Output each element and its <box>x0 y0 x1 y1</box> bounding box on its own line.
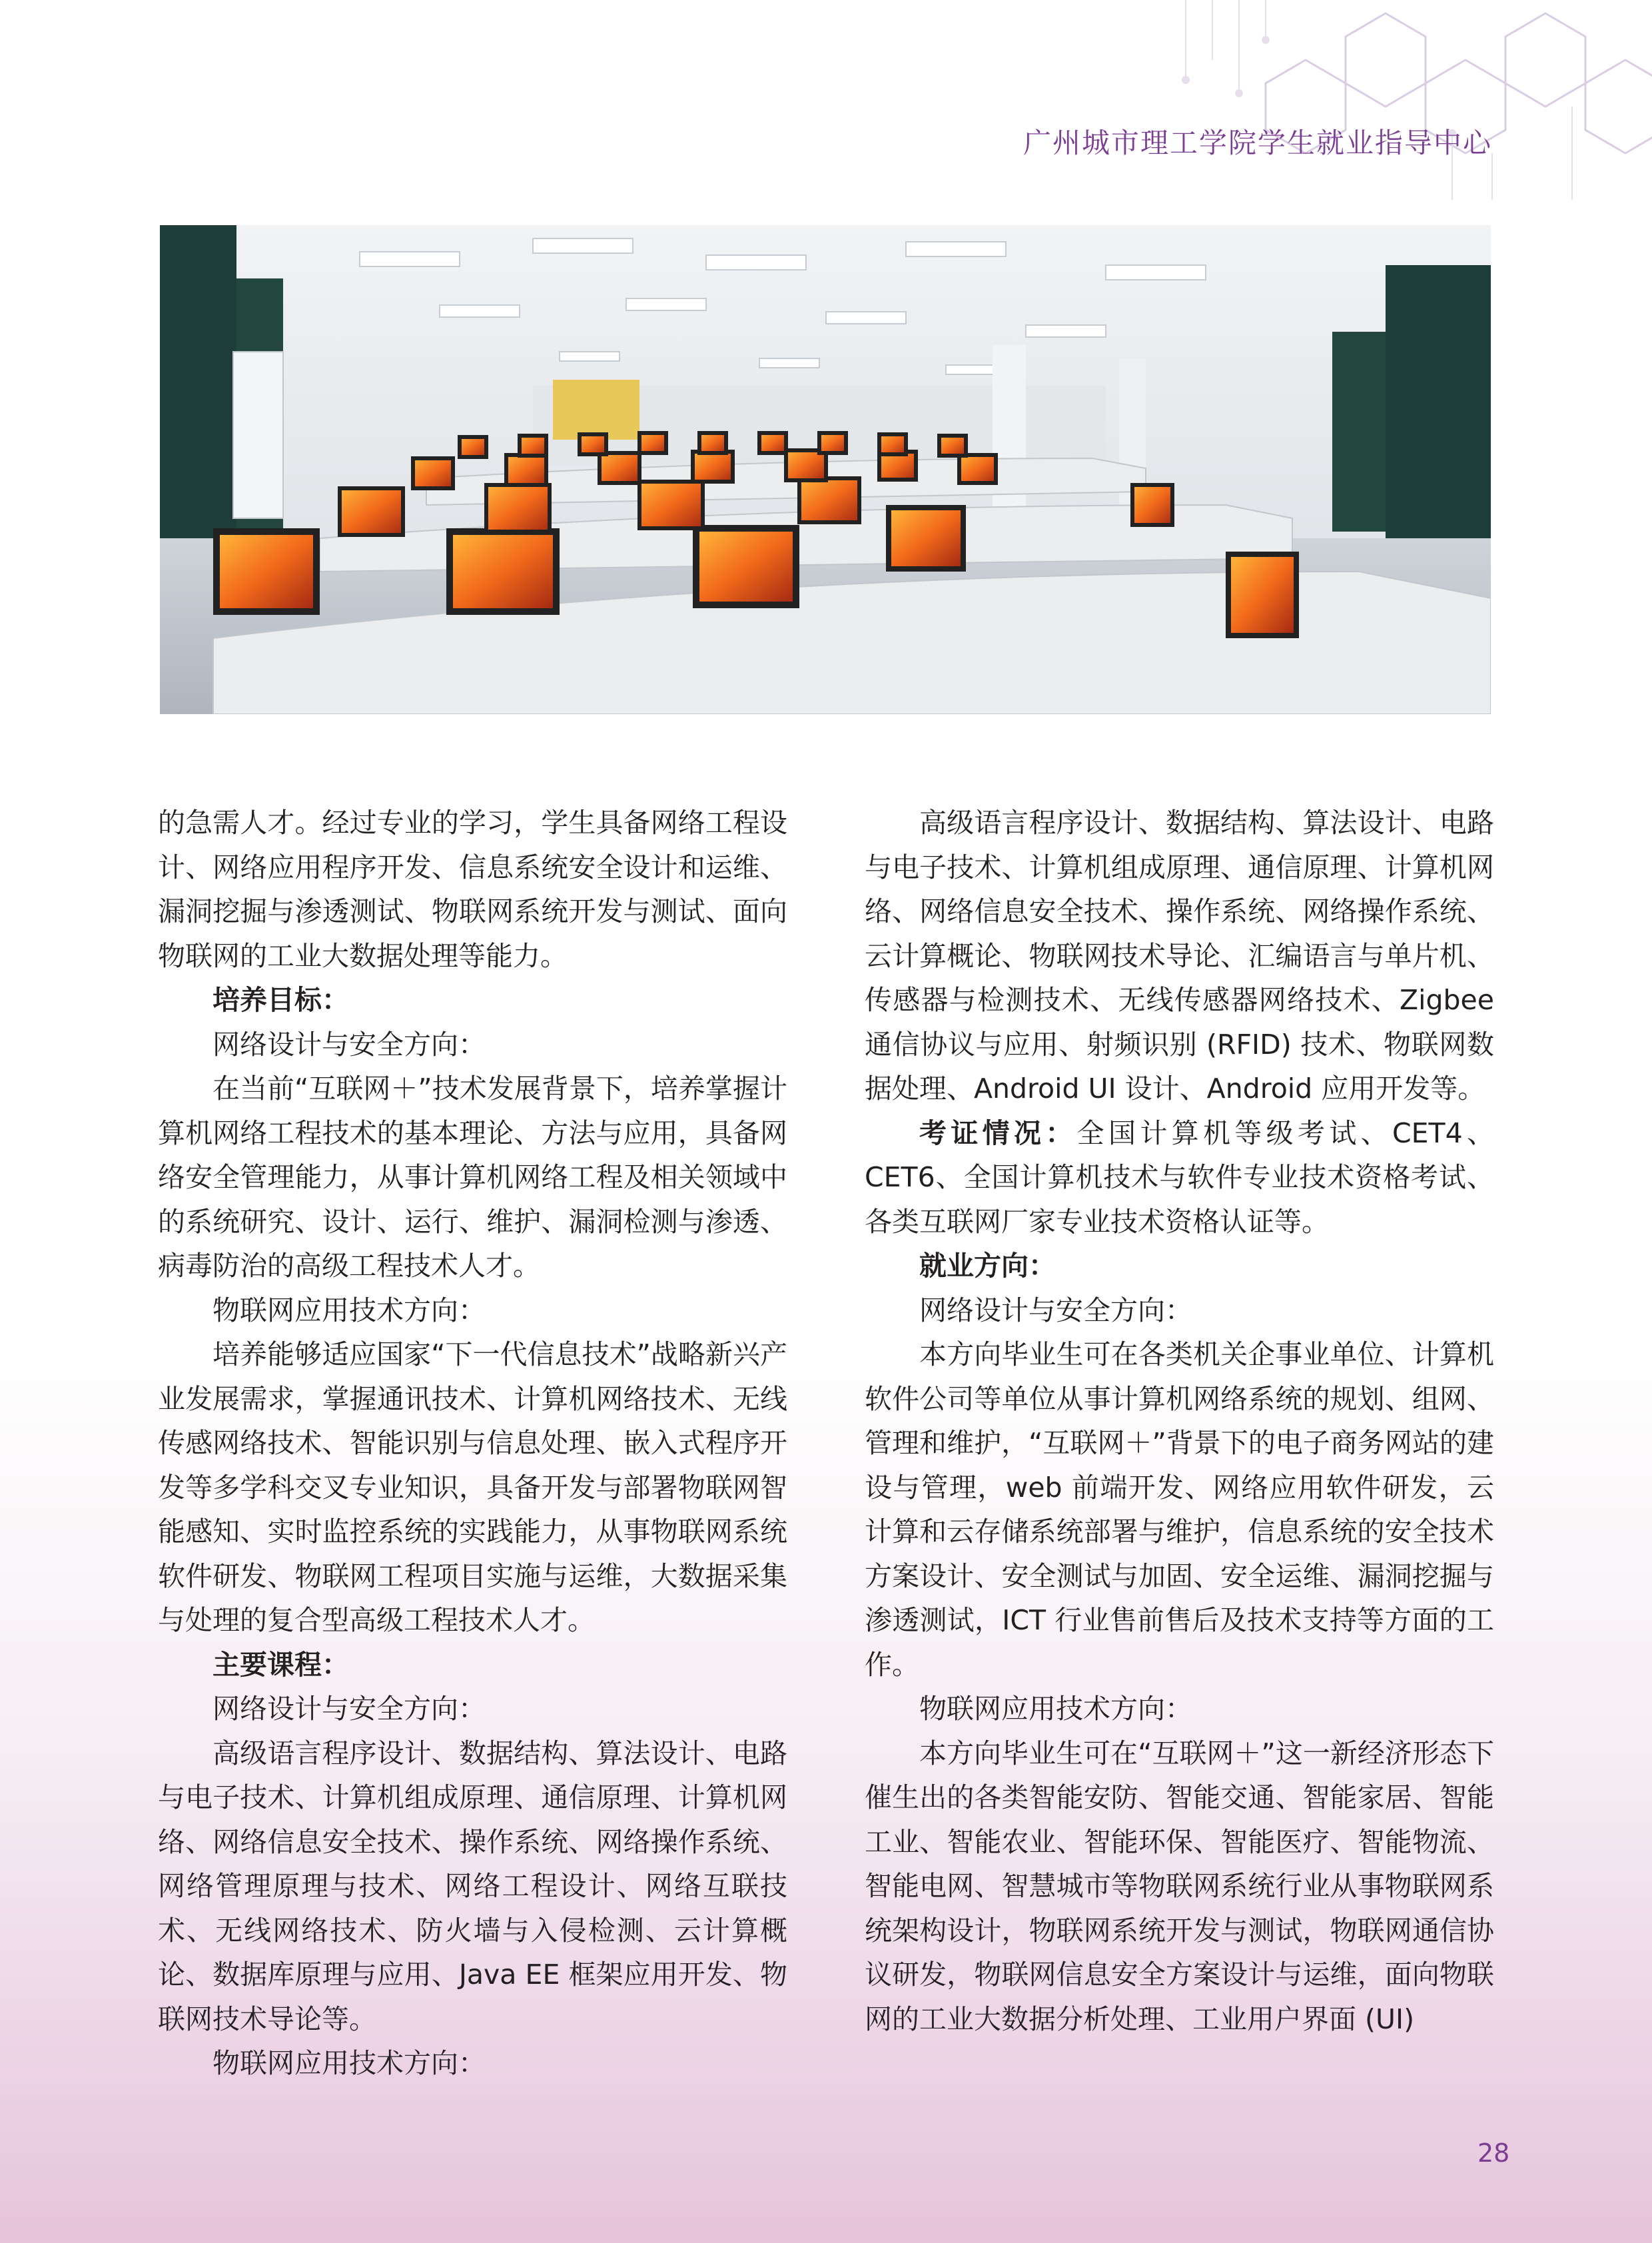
left-column <box>158 801 787 2086</box>
paragraph-certification <box>865 1111 1494 1244</box>
heading-main-courses: 主要课程： <box>212 1648 349 1681</box>
header-title: 广州城市理工学院学生就业指导中心 <box>1023 127 1492 159</box>
subheading-career-network-security: 网络设计与安全方向： <box>919 1294 1192 1326</box>
paragraph-course-network-security: 高级语言程序设计、数据结构、算法设计、电路与电子技术、计算机组成原理、通信原理、计算机网络、网络信息安全技术、操作系统、网络操作系统、网络管理原理与技术、网络工程设计、网络互联技术、无线网络技术、防火墙与入侵检测、云计算概论、数据库原理与应用、Java EE 框架应用开发、物联网技术导论等。 <box>158 1737 787 2035</box>
right-column <box>865 801 1494 2041</box>
heading-certification: 考证情况： <box>919 1117 1077 1149</box>
paragraph-career-iot: 本方向毕业生可在“互联网＋”这一新经济形态下催生出的各类智能安防、智能交通、智能家居、智能工业、智能农业、智能环保、智能医疗、智能物流、智能电网、智慧城市等物联网系统行业从事物联网系统架构设计，物联网系统开发与测试，物联网通信协议研发，物联网信息安全方案设计与运维，面向物联网的工业大数据分析处理、工业用户界面 (UI) <box>865 1737 1494 2035</box>
paragraph-goal-iot: 培养能够适应国家“下一代信息技术”战略新兴产业发展需求，掌握通讯技术、计算机网络技术、无线传感网络技术、智能识别与信息处理、嵌入式程序开发等多学科交叉专业知识，具备开发与部署物联网智能感知、实时监控系统的实践能力，从事物联网系统软件研发、物联网工程项目实施与运维，大数据采集与处理的复合型高级工程技术人才。 <box>158 1338 787 1636</box>
paragraph-career-network-security: 本方向毕业生可在各类机关企事业单位、计算机软件公司等单位从事计算机网络系统的规划、组网、管理和维护，“互联网＋”背景下的电子商务网站的建设与管理，web 前端开发、网络应用软件研发，云计算和云存储系统部署与维护，信息系统的安全技术方案设计、安全测试与加固、安全运维、漏洞挖掘与渗透测试，ICT 行业售前售后及技术支持等方面的工作。 <box>865 1338 1494 1681</box>
heading-training-goal: 培养目标： <box>212 984 349 1016</box>
subheading-course-network-security: 网络设计与安全方向： <box>212 1693 486 1725</box>
paragraph-goal-network-security: 在当前“互联网＋”技术发展背景下，培养掌握计算机网络工程技术的基本理论、方法与应用，具备网络安全管理能力，从事计算机网络工程及相关领域中的系统研究、设计、运行、维护、漏洞检测与渗透、病毒防治的高级工程技术人才。 <box>158 1073 787 1282</box>
certification-text: 全国计算机等级考试、CET4、CET6、全国计算机技术与软件专业技术资格考试、各类互联网厂家专业技术资格认证等。 <box>865 1117 1494 1238</box>
hexagon-pattern-decoration <box>786 0 1652 200</box>
page-number: 28 <box>1477 2138 1510 2168</box>
heading-career-direction: 就业方向： <box>919 1250 1056 1282</box>
subheading-iot: 物联网应用技术方向： <box>212 1294 486 1326</box>
paragraph-course-iot: 高级语言程序设计、数据结构、算法设计、电路与电子技术、计算机组成原理、通信原理、计算机网络、网络信息安全技术、操作系统、网络操作系统、云计算概论、物联网技术导论、汇编语言与单片机、传感器与检测技术、无线传感器网络技术、Zigbee 通信协议与应用、射频识别 (RFID) 技术、物联网数据处理、Android UI 设计、Android 应用开发等。 <box>865 807 1494 1105</box>
subheading-course-iot: 物联网应用技术方向： <box>212 2047 486 2079</box>
paragraph-intro: 的急需人才。经过专业的学习，学生具备网络工程设计、网络应用程序开发、信息系统安全设计和运维、漏洞挖掘与渗透测试、物联网系统开发与测试、面向物联网的工业大数据处理等能力。 <box>158 807 787 972</box>
subheading-network-security: 网络设计与安全方向： <box>212 1028 486 1061</box>
subheading-career-iot: 物联网应用技术方向： <box>919 1693 1192 1725</box>
computer-lab-photo <box>160 225 1491 714</box>
